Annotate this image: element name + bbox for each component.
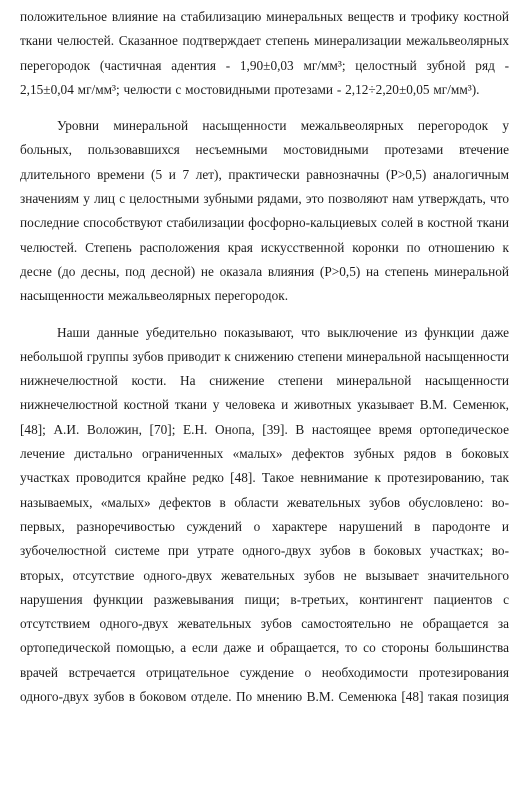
paragraph-gap (20, 102, 509, 114)
paragraph-bridge-prosthesis: Уровни минеральной насыщенности межальвеолярных перегородок у больных, пользовавшихся несъемными мостовидными протезами втечение длительного времени (5 и 7 лет), практически равнозначны (P>0,5) аналогичным значениям у лиц с целостными зубными рядами, это позволяют нам утверждать, что последние способствуют стабилизации фосфорно-кальциевых солей в костной ткани челюстей. Степень расположения края искусственной коронки по отношению к десне (до десны, под десной) не оказала влияния (P>0,5) на степень минеральной насыщенности межальвеолярных перегородок. (20, 118, 509, 304)
paragraph-small-defects: Наши данные убедительно показывают, что выключение из функции даже небольшой группы зубов приводит к снижению степени минеральной насыщенности нижнечелюстной кости. На снижение степени минеральной насыщенности нижнечелюстной костной ткани у человека и животных указывает В.М. Семенюк, [48]; А.И. Воложин, [70]; Е.Н. Онопа, [39]. В настоящее время ортопедическое лечение дистально ограниченных «малых» дефектов зубных рядов в боковых участках проводится крайне редко [48]. Такое невнимание к протезированию, так называемых, «малых» дефектов в области жевательных зубов обусловлено: во-первых, разноречивостью суждений о характере нарушений в пародонте и зубочелюстной системе при утрате одного-двух зубов в боковых участках; во-вторых, отсутствие одного-двух жевательных зубов не вызывает значительного нарушения функции разжевывания пищи; в-третьих, контингент пациентов с отсутствием одного-двух жевательных зубов самостоятельно не обращается за ортопедической помощью, а если даже и обращается, то со стороны большинства врачей встречается отрицательное суждение о необходимости протезирования одного-двух зубов в боковом отделе. По мнению В.М. Семенюка [48] такая позиция (20, 324, 509, 705)
paragraph-mineralization-values: положительное влияние на стабилизацию минеральных веществ и трофику костной ткани челюстей. Сказанное подтверждает степень минерализации межальвеолярных перегородок (частичная адентия - 1,90±0,03 мг/мм³; целостный зубной ряд - 2,15±0,04 мг/мм³; челюсти с мостовидными протезами - 2,12÷2,20±0,05 мг/мм³). (20, 9, 509, 97)
paragraph-gap (20, 309, 509, 321)
